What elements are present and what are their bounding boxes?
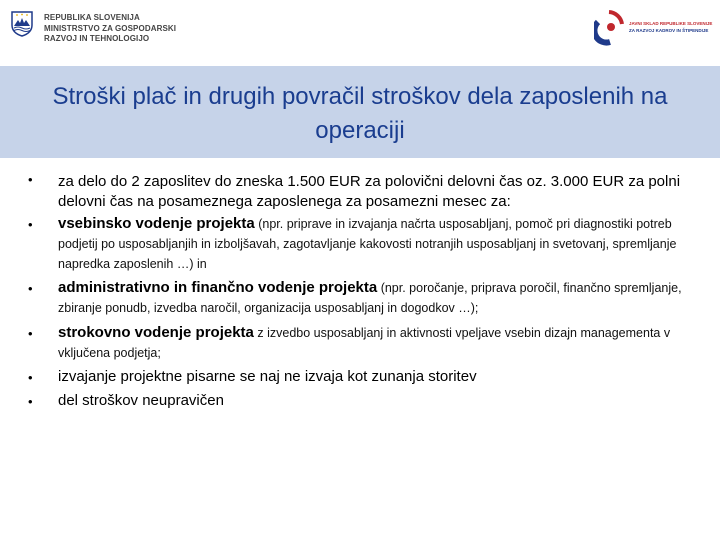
slovenia-crest-icon: [11, 11, 33, 37]
bullet-dot: •: [28, 281, 33, 296]
bullet-dot: •: [28, 172, 33, 187]
fund-line-1: JAVNI SKLAD REPUBLIKE SLOVENIJE: [629, 21, 713, 26]
bullet-text: [58, 323, 696, 363]
ministry-line-3: RAZVOJ IN TEHNOLOGIJO: [44, 34, 150, 43]
bullet-item: [28, 172, 696, 212]
slide-body: [28, 172, 696, 411]
ministry-name: [44, 13, 176, 45]
bullet-text: del stroškov neupravičen: [58, 392, 224, 409]
bullet-detail: (npr. priprave in izvajanja načrta usposabljanj, pomoč pri diagnostiki potreb podjetij po usposabljanjih in izboljšavah, zagotavljanje kakovosti notranjih usposabljanj in svetovanj, spremljanje napredka zaposlenih …) in: [58, 217, 677, 271]
bullet-detail: (npr. poročanje, priprava poročil, finančno spremljanje, zbiranje ponudb, izvedba naročil, organizacija usposabljanj in dogodkov …);: [58, 281, 682, 315]
bullet-text: [58, 214, 696, 274]
bullet-dot: •: [28, 370, 33, 385]
bullet-item: [28, 278, 696, 318]
bullet-lead: vsebinsko vodenje projekta: [58, 215, 255, 232]
bullet-item: [28, 391, 696, 411]
bullet-lead: administrativno in finančno vodenje projekta: [58, 279, 378, 296]
bullet-detail: z izvedbo usposabljanj in aktivnosti vpeljave vsebin dizajn managementa v vključena podjetja;: [58, 326, 671, 360]
ministry-line-1: REPUBLIKA SLOVENIJA: [44, 13, 140, 22]
bullet-lead: strokovno vodenje projekta: [58, 324, 254, 341]
fund-logo-icon: [594, 10, 624, 46]
slide-title: Stroški plač in drugih povračil stroškov dela zaposlenih na operaciji: [52, 83, 668, 144]
fund-line-2: ZA RAZVOJ KADROV IN ŠTIPENDIJE: [629, 28, 709, 33]
bullet-text: za delo do 2 zaposlitev do zneska 1.500 EUR za polovični delovni čas oz. 3.000 EUR za polni delovni čas na posameznega zaposlenega za posamezni mesec za:: [58, 173, 681, 210]
bullet-text: [58, 278, 696, 318]
bullet-item: [28, 367, 696, 387]
bullet-item: [28, 323, 696, 363]
bullet-dot: •: [28, 217, 33, 232]
ministry-line-2: MINISTRSTVO ZA GOSPODARSKI: [44, 23, 177, 33]
bullet-item: [28, 214, 696, 274]
fund-name: [629, 20, 712, 34]
bullet-text: izvajanje projektne pisarne se naj ne izvaja kot zunanja storitev: [58, 368, 477, 385]
bullet-dot: •: [28, 394, 33, 409]
header: [0, 0, 720, 66]
bullet-dot: •: [28, 326, 33, 341]
